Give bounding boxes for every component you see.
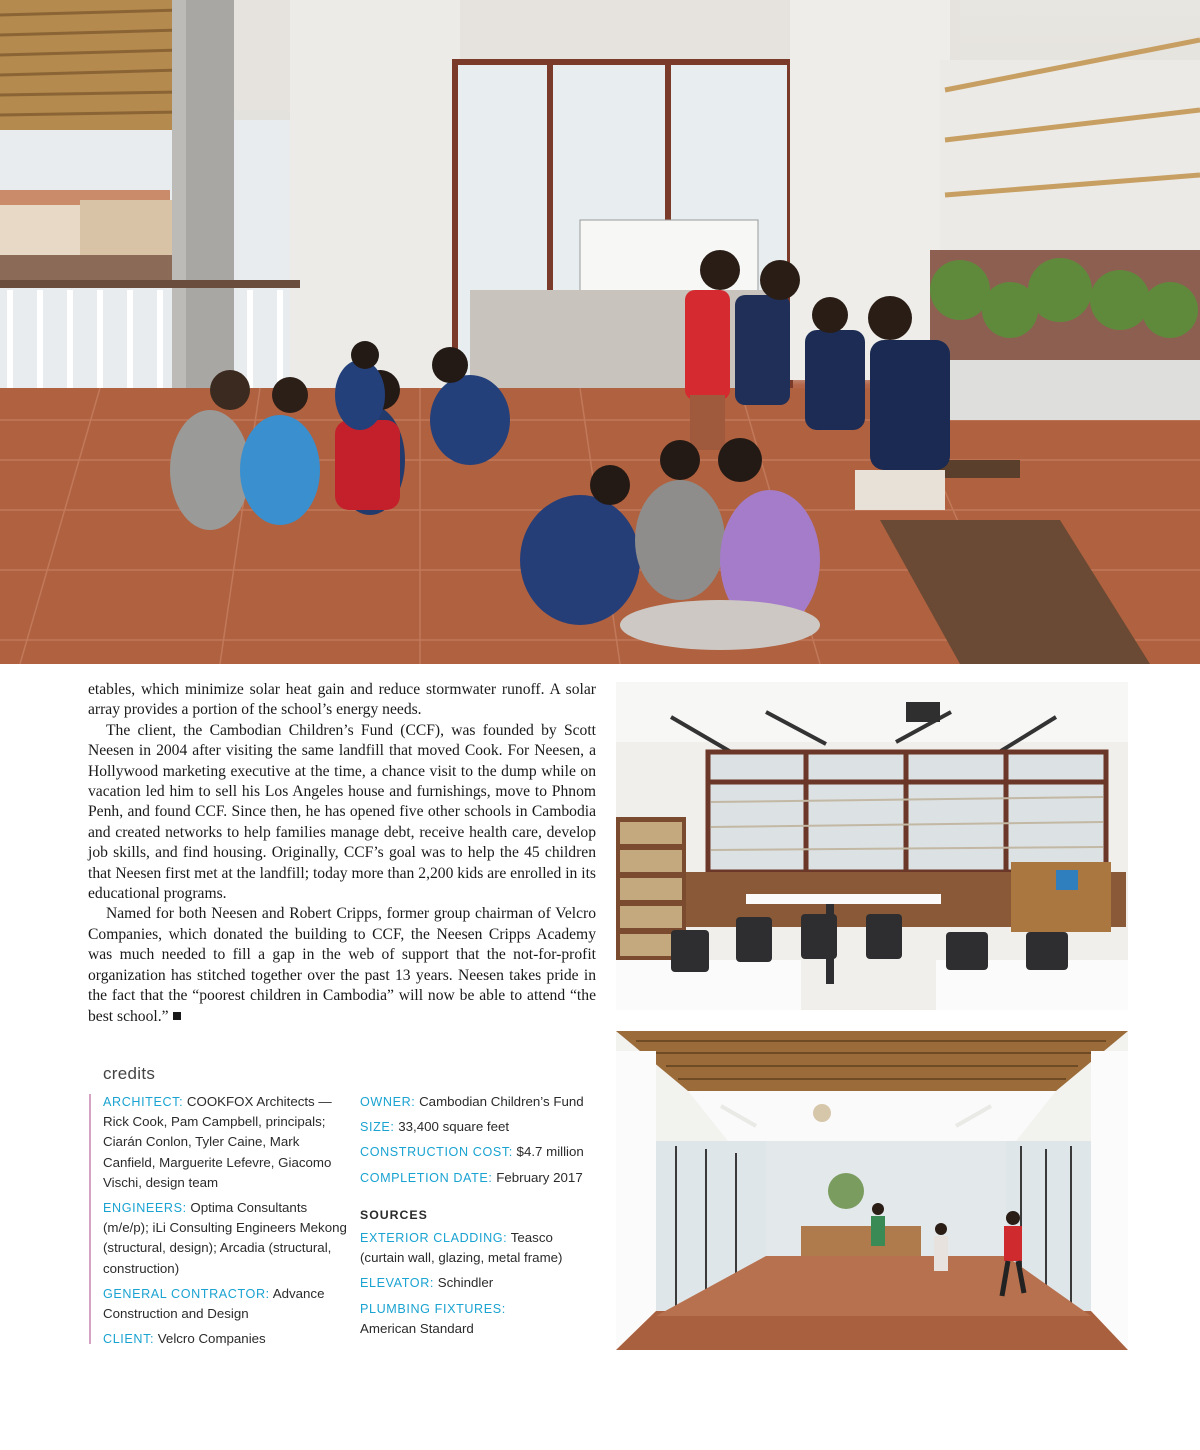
- credits-right-column: [360, 1092, 600, 1344]
- body-paragraph-text: Named for both Neesen and Robert Cripps, former group chairman of Velcro Companies, which donated the building to CCF, the Neesen Cripps Academy was much needed to fill a gap in the web of support that the not-for-profit organization has stitched together over the past 13 years. Neesen takes pride in the fact that the “poorest children in Cambodia” will now be able to attend “the best school.”: [88, 905, 596, 1025]
- credit-label: CONSTRUCTION COST:: [360, 1145, 513, 1160]
- source-plumbing-fixtures: [360, 1299, 600, 1339]
- credit-value: Optima Consultants (m/e/p); iLi Consulting Engineers Mekong (structural, design); Arcadia (structural, construction): [103, 1200, 347, 1276]
- library-photo: [616, 682, 1128, 1010]
- credit-client: [103, 1329, 349, 1349]
- sources-heading: SOURCES: [360, 1207, 428, 1222]
- credit-value: American Standard: [360, 1320, 474, 1336]
- credit-label: ENGINEERS:: [103, 1201, 187, 1216]
- credit-engineers: [103, 1198, 349, 1279]
- library-illustration: [616, 682, 1128, 1010]
- credit-value: $4.7 million: [516, 1144, 584, 1160]
- source-elevator: [360, 1273, 600, 1293]
- credit-label: CLIENT:: [103, 1332, 155, 1347]
- end-mark-icon: [173, 1012, 181, 1020]
- credit-label: COMPLETION DATE:: [360, 1170, 493, 1185]
- credit-value: 33,400 square feet: [398, 1119, 510, 1135]
- credit-label: PLUMBING FIXTURES:: [360, 1301, 506, 1316]
- credits-rule: [89, 1094, 91, 1344]
- credit-value: Velcro Companies: [157, 1331, 266, 1347]
- credit-general-contractor: [103, 1284, 349, 1324]
- credit-value: February 2017: [496, 1169, 583, 1185]
- source-exterior-cladding: [360, 1228, 600, 1268]
- terrace-illustration: [0, 0, 1200, 664]
- credit-value: Teasco (curtain wall, glazing, metal frame): [360, 1230, 563, 1266]
- hero-photo-students-terrace: [0, 0, 1200, 664]
- credit-label: ELEVATOR:: [360, 1276, 434, 1291]
- credit-label: ARCHITECT:: [103, 1095, 184, 1109]
- credits-title: credits: [103, 1064, 156, 1083]
- credit-owner: [360, 1092, 600, 1112]
- credit-value: Cambodian Children’s Fund: [419, 1094, 584, 1109]
- hall-illustration: [616, 1031, 1128, 1350]
- credit-label: SIZE:: [360, 1120, 395, 1135]
- body-paragraph: The client, the Cambodian Children’s Fund (CCF), was founded by Scott Neesen in 2004 after visiting the same landfill that moved Cook. For Neesen, a Hollywood marketing executive at the time, a chance visit to the dump while on vacation led him to sell his Los Angeles house and furnishings, move to Phnom Penh, and found CCF. Since then, he has opened five other schools in Cambodia and created networks to help families manage debt, receive health care, develop job skills, and find housing. Originally, CCF’s goal was to help the 45 children that Neesen first met at the landfill; today more than 2,200 kids are enrolled in its educational programs.: [88, 721, 596, 903]
- hall-photo: [616, 1031, 1128, 1350]
- credit-label: OWNER:: [360, 1095, 416, 1109]
- credit-label: GENERAL CONTRACTOR:: [103, 1286, 270, 1301]
- credit-architect: [103, 1092, 349, 1193]
- credit-value: Advance Construction and Design: [103, 1285, 325, 1322]
- credits-left-column: [103, 1092, 349, 1354]
- body-paragraph-last: [88, 904, 596, 1026]
- credit-size: [360, 1117, 600, 1137]
- credit-value: COOKFOX Architects — Rick Cook, Pam Campbell, principals; Ciarán Conlon, Tyler Caine, Mark Canfield, Marguerite Lefevre, Giacomo Vischi, design team: [103, 1094, 332, 1190]
- credit-completion-date: [360, 1168, 600, 1188]
- credit-label: EXTERIOR CLADDING:: [360, 1231, 508, 1246]
- article-body: [88, 680, 596, 1027]
- body-paragraph: etables, which minimize solar heat gain and reduce stormwater runoff. A solar array provides a portion of the school’s energy needs.: [88, 681, 596, 719]
- credit-construction-cost: [360, 1142, 600, 1162]
- credit-value: Schindler: [437, 1275, 494, 1291]
